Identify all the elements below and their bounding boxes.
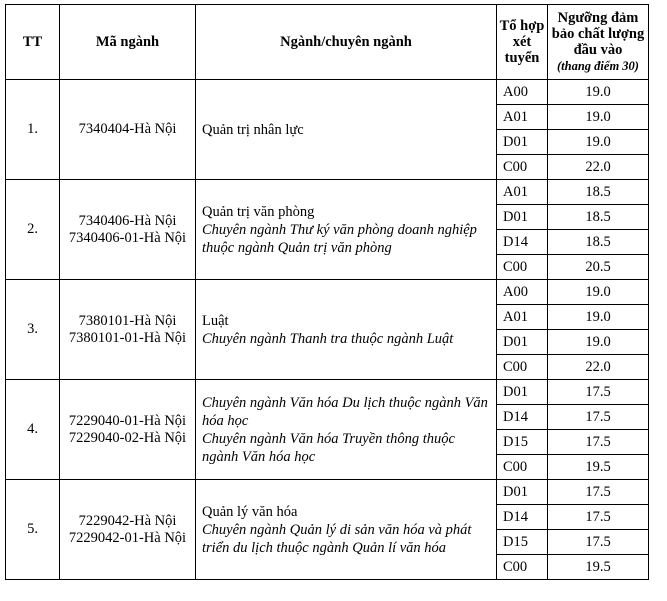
subject-combo: D14 <box>497 505 548 530</box>
specialization-name: Chuyên ngành Văn hóa Truyền thông thuộc ngành Văn hóa học <box>202 430 455 465</box>
threshold-score: 19.0 <box>548 80 649 105</box>
major-code-cell <box>60 480 196 580</box>
threshold-score: 19.0 <box>548 130 649 155</box>
threshold-score: 22.0 <box>548 355 649 380</box>
major-code: 7340406-01-Hà Nội <box>68 229 187 246</box>
admission-threshold-table <box>5 4 649 580</box>
major-code: 7229040-02-Hà Nội <box>68 429 187 446</box>
row-number: 4. <box>6 380 60 480</box>
subject-combo: C00 <box>497 455 548 480</box>
major-code: 7380101-01-Hà Nội <box>68 329 187 346</box>
threshold-score: 22.0 <box>548 155 649 180</box>
major-code: 7229042-Hà Nội <box>78 512 177 529</box>
specialization-name: Chuyên ngành Quản lý di sản văn hóa và phát triển du lịch thuộc ngành Quản lí văn hóa <box>202 521 472 556</box>
threshold-score: 19.0 <box>548 280 649 305</box>
major-name-cell <box>196 180 497 280</box>
threshold-score: 17.5 <box>548 505 649 530</box>
major-code-cell <box>60 80 196 180</box>
subject-combo: D14 <box>497 230 548 255</box>
major-name-cell <box>196 80 497 180</box>
subject-combo: D15 <box>497 430 548 455</box>
threshold-score: 17.5 <box>548 405 649 430</box>
table-row <box>6 480 649 505</box>
subject-combo: A00 <box>497 280 548 305</box>
threshold-score: 17.5 <box>548 430 649 455</box>
row-number: 3. <box>6 280 60 380</box>
subject-combo: C00 <box>497 355 548 380</box>
threshold-score: 19.0 <box>548 330 649 355</box>
row-number: 2. <box>6 180 60 280</box>
threshold-score: 19.0 <box>548 105 649 130</box>
specialization-name: Chuyên ngành Thanh tra thuộc ngành Luật <box>202 330 454 347</box>
specialization-name: Chuyên ngành Thư ký văn phòng doanh nghiệp thuộc ngành Quản trị văn phòng <box>202 221 477 256</box>
subject-combo: A00 <box>497 80 548 105</box>
table-row <box>6 180 649 205</box>
subject-combo: D01 <box>497 330 548 355</box>
subject-combo: D01 <box>497 205 548 230</box>
threshold-score: 18.5 <box>548 230 649 255</box>
subject-combo: C00 <box>497 155 548 180</box>
subject-combo: C00 <box>497 255 548 280</box>
header-threshold <box>548 5 649 80</box>
major-name: Quản trị văn phòng <box>202 203 315 220</box>
table-body <box>6 80 649 580</box>
major-name-cell <box>196 380 497 480</box>
major-code: 7229042-01-Hà Nội <box>68 529 187 546</box>
major-code: 7340404-Hà Nội <box>78 121 177 137</box>
subject-combo: D14 <box>497 405 548 430</box>
major-code: 7229040-01-Hà Nội <box>68 412 187 429</box>
threshold-score: 19.5 <box>548 455 649 480</box>
major-name: Luật <box>202 312 229 329</box>
subject-combo: A01 <box>497 180 548 205</box>
major-code: 7380101-Hà Nội <box>78 312 177 329</box>
major-code-cell <box>60 180 196 280</box>
threshold-score: 19.5 <box>548 555 649 580</box>
header-threshold-note: (thang điểm 30) <box>557 59 639 73</box>
header-combo: Tổ hợp xét tuyển <box>497 5 548 80</box>
header-major: Ngành/chuyên ngành <box>196 5 497 80</box>
major-code-cell <box>60 280 196 380</box>
subject-combo: C00 <box>497 555 548 580</box>
major-name-cell <box>196 480 497 580</box>
subject-combo: A01 <box>497 305 548 330</box>
major-name: Quản trị nhân lực <box>202 121 304 138</box>
subject-combo: A01 <box>497 105 548 130</box>
header-code: Mã ngành <box>60 5 196 80</box>
specialization-name: Chuyên ngành Văn hóa Du lịch thuộc ngành Văn hóa học <box>202 394 488 429</box>
header-row <box>6 5 649 80</box>
subject-combo: D01 <box>497 380 548 405</box>
subject-combo: D01 <box>497 480 548 505</box>
subject-combo: D01 <box>497 130 548 155</box>
major-name: Quản lý văn hóa <box>202 503 298 520</box>
threshold-score: 19.0 <box>548 305 649 330</box>
table-row <box>6 380 649 405</box>
header-tt: TT <box>6 5 60 80</box>
major-code-cell <box>60 380 196 480</box>
major-code: 7340406-Hà Nội <box>78 212 177 229</box>
threshold-score: 18.5 <box>548 205 649 230</box>
threshold-score: 20.5 <box>548 255 649 280</box>
table-row <box>6 80 649 105</box>
threshold-score: 18.5 <box>548 180 649 205</box>
table-row <box>6 280 649 305</box>
threshold-score: 17.5 <box>548 380 649 405</box>
header-threshold-label: Ngưỡng đảm bảo chất lượng đầu vào <box>551 10 645 58</box>
row-number: 1. <box>6 80 60 180</box>
major-name-cell <box>196 280 497 380</box>
subject-combo: D15 <box>497 530 548 555</box>
threshold-score: 17.5 <box>548 480 649 505</box>
threshold-score: 17.5 <box>548 530 649 555</box>
row-number: 5. <box>6 480 60 580</box>
